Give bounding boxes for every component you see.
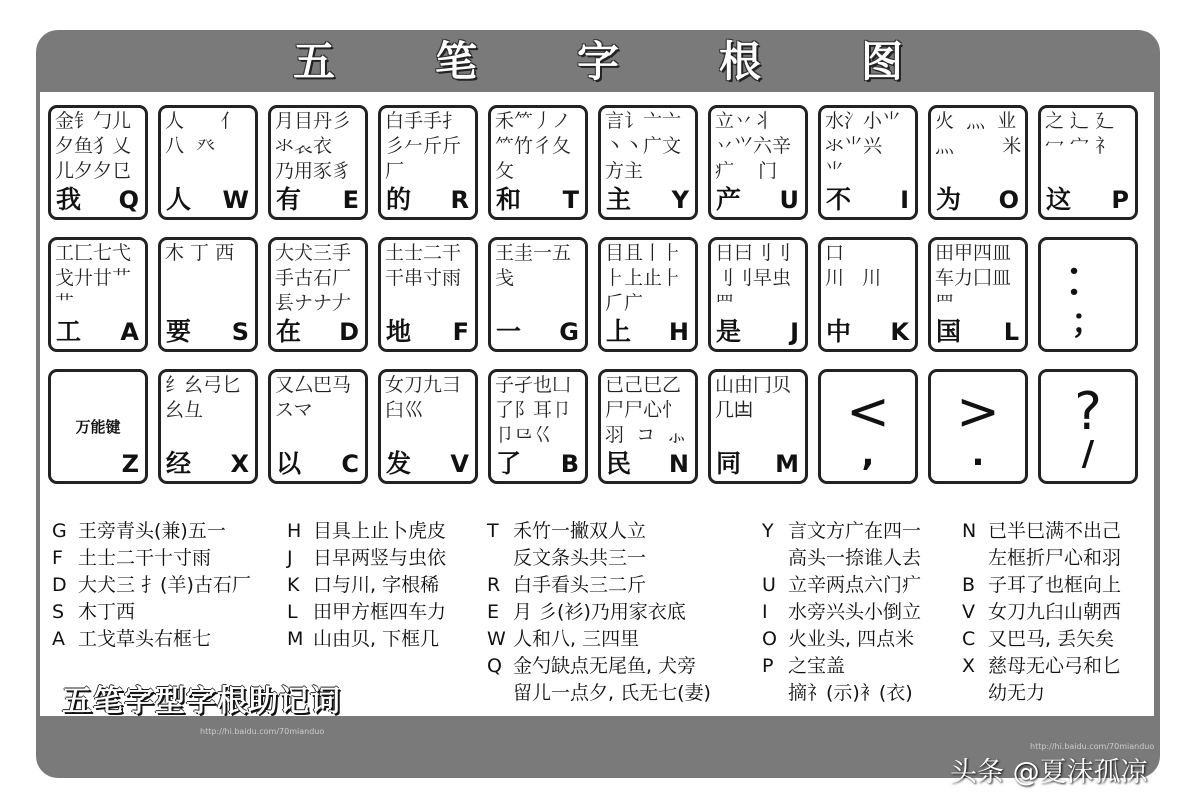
note-text: 人和八, 三四里 (513, 628, 640, 650)
key-letter: E (342, 186, 359, 214)
key-roots: 工匚七弋 戈廾廿艹 艹 (55, 242, 132, 314)
notes-column (962, 518, 1121, 707)
note-key: L (287, 601, 298, 623)
note-text: 子耳了也框向上 (988, 574, 1122, 596)
note-line (762, 653, 921, 680)
note-text: 禾竹一撇双人立 (513, 520, 647, 542)
note-key: D (52, 574, 67, 596)
key-root-name: 工 (56, 317, 82, 346)
key-e (268, 105, 368, 220)
note-text: 左框折尸心和羽 (988, 547, 1122, 569)
note-key: B (962, 574, 976, 596)
key-root-name: 一 (496, 317, 522, 346)
key-letter: M (775, 450, 799, 478)
note-key: V (962, 601, 975, 623)
key-root-name: 中 (826, 317, 852, 346)
key-punct-2-8 (928, 369, 1028, 484)
key-letter: U (779, 186, 799, 214)
note-key: Y (762, 520, 774, 542)
key-roots: 口 川 川 (825, 242, 882, 289)
key-z (48, 369, 148, 484)
key-roots: 金钅勹儿 夕鱼犭乂 儿夕夕㔾 (55, 110, 132, 182)
source-url-right: http://hi.baidu.com/70mianduo (1030, 742, 1155, 751)
key-r (378, 105, 478, 220)
key-s (158, 237, 258, 352)
key-g (488, 237, 588, 352)
key-root-name: 人 (166, 185, 192, 214)
key-letter: Z (121, 450, 139, 478)
key-c (268, 369, 368, 484)
note-key: A (52, 628, 65, 650)
note-text: 田甲方框四车力 (313, 601, 447, 623)
note-line (762, 626, 921, 653)
notes-column (287, 518, 446, 653)
key-letter: S (231, 318, 249, 346)
note-text: 水旁兴头小倒立 (788, 601, 922, 623)
note-line (962, 572, 1121, 599)
key-roots: 已己巳乙 尸尸心忄 羽 コ ⺗ (605, 374, 687, 446)
note-line (487, 680, 711, 707)
note-line (52, 626, 251, 653)
note-text: 工戈草头右框七 (78, 628, 212, 650)
note-text: 之宝盖 (788, 655, 846, 677)
note-line (962, 626, 1121, 653)
note-key: X (962, 655, 976, 677)
note-key: W (487, 628, 506, 650)
key-roots: 又厶巴马 スマ (275, 374, 352, 421)
keyboard-panel (40, 92, 1154, 716)
key-shift-symbol: < (846, 382, 890, 442)
key-a (48, 237, 148, 352)
note-text: 又巴马, 丢矢矣 (988, 628, 1115, 650)
key-letter: K (890, 318, 909, 346)
key-letter: O (998, 186, 1019, 214)
note-text: 金勺缺点无尾鱼, 犬旁 (513, 655, 697, 677)
note-text: 立辛两点六门疒 (788, 574, 922, 596)
note-line (287, 545, 446, 572)
key-letter: J (790, 318, 799, 346)
watermark: 头条 @夏沫孤凉 (950, 757, 1148, 788)
note-line (762, 518, 921, 545)
key-letter: C (341, 450, 359, 478)
key-b (488, 369, 588, 484)
note-text: 月 彡(衫)乃用家衣底 (513, 601, 686, 623)
note-key: R (487, 574, 501, 596)
note-line (962, 545, 1121, 572)
key-i (818, 105, 918, 220)
note-key: M (287, 628, 304, 650)
key-letter: G (559, 318, 579, 346)
key-w (158, 105, 258, 220)
note-text: 木丁西 (78, 601, 136, 623)
key-root-name: 是 (716, 317, 742, 346)
key-root-name: 经 (166, 449, 192, 478)
note-key: F (52, 547, 63, 569)
note-line (287, 572, 446, 599)
note-text: 反文条头共三一 (513, 547, 647, 569)
key-k (818, 237, 918, 352)
note-line (962, 653, 1121, 680)
key-shift-symbol: ： (1061, 250, 1114, 310)
key-root-name: 国 (936, 317, 962, 346)
chart-title: 五笔字根图 (292, 37, 1003, 86)
key-base-symbol: / (1081, 434, 1095, 474)
key-m (708, 369, 808, 484)
key-n (598, 369, 698, 484)
note-text: 留儿一点夕, 氏无七(妻) (513, 682, 711, 704)
key-v (378, 369, 478, 484)
key-roots: 禾⺮丿ノ ⺮竹彳夂 攵 (495, 110, 572, 182)
key-root-name: 有 (276, 185, 302, 214)
key-letter: X (230, 450, 249, 478)
key-roots: 木 丁 西 (165, 242, 235, 264)
note-line (287, 626, 446, 653)
key-letter: V (450, 450, 469, 478)
note-key: P (762, 655, 774, 677)
note-line (962, 599, 1121, 626)
note-key: S (52, 601, 65, 623)
key-l (928, 237, 1028, 352)
note-text: 已半巳满不出己 (988, 520, 1122, 542)
key-letter: D (339, 318, 359, 346)
key-letter: Q (118, 186, 139, 214)
key-root-name: 同 (716, 449, 742, 478)
key-u (708, 105, 808, 220)
note-line (287, 518, 446, 545)
key-q (48, 105, 148, 220)
key-root-name: 在 (276, 317, 302, 346)
key-roots: 日曰刂刂 刂刂早虫 罒 (715, 242, 792, 314)
note-key: T (487, 520, 499, 542)
key-roots: 目且丨⺊ ⺊上止⺊ 𠂆广 (605, 242, 682, 314)
key-root-name: 产 (716, 185, 742, 214)
key-base-symbol: ； (1071, 302, 1105, 342)
key-shift-symbol: ? (1074, 382, 1102, 442)
note-line (52, 572, 251, 599)
key-root-name: 以 (276, 449, 302, 478)
note-text: 日早两竖与虫依 (313, 547, 447, 569)
note-text: 幼无力 (988, 682, 1046, 704)
note-text: 大犬三 扌(羊)古石厂 (78, 574, 251, 596)
note-key: I (762, 601, 768, 623)
note-key: Q (487, 655, 502, 677)
key-root-name: 这 (1046, 185, 1072, 214)
key-letter: Y (671, 186, 689, 214)
key-base-symbol: . (971, 434, 985, 474)
key-roots: 土士二干 干串寸雨 (385, 242, 462, 289)
key-roots: 纟幺弓匕 幺彑 (165, 374, 242, 421)
key-universal-label: 万能键 (75, 418, 121, 436)
key-root-name: 发 (386, 449, 412, 478)
key-letter: P (1111, 186, 1129, 214)
key-roots: 女刀九彐 臼巛 (385, 374, 462, 421)
note-text: 高头一捺谁人去 (788, 547, 922, 569)
key-h (598, 237, 698, 352)
note-text: 慈母无心弓和匕 (988, 655, 1122, 677)
source-url-left: http://hi.baidu.com/70mianduo (200, 727, 325, 736)
note-key: K (287, 574, 300, 596)
key-punct-1-9 (1038, 237, 1138, 352)
note-key: H (287, 520, 302, 542)
key-p (1038, 105, 1138, 220)
key-roots: 火 灬 业 灬 米 (935, 110, 1022, 157)
key-shift-symbol: > (956, 382, 1000, 442)
key-letter: W (222, 186, 249, 214)
note-line (287, 599, 446, 626)
mnemonic-title: 五笔字型字根助记词 (62, 684, 341, 719)
note-line (487, 653, 711, 680)
note-text: 王旁青头(兼)五一 (78, 520, 226, 542)
key-roots: 山由冂贝 几𠙽 (715, 374, 792, 421)
key-roots: 水氵小⺌ 氺⺌兴 ⺌ (825, 110, 902, 182)
note-key: J (287, 547, 293, 569)
key-letter: T (562, 186, 579, 214)
note-line (52, 599, 251, 626)
key-roots: 之 辶 廴 冖 宀 礻 (1045, 110, 1115, 157)
note-text: 女刀九臼山朝西 (988, 601, 1122, 623)
key-roots: 王圭一五 戋 (495, 242, 572, 289)
key-y (598, 105, 698, 220)
note-key: O (762, 628, 777, 650)
note-line (52, 518, 251, 545)
key-root-name: 我 (56, 185, 82, 214)
key-letter: F (452, 318, 469, 346)
key-root-name: 为 (936, 185, 962, 214)
note-text: 口与川, 字根稀 (313, 574, 440, 596)
note-key: N (962, 520, 977, 542)
note-text: 摘礻(示)衤(衣) (788, 682, 913, 704)
key-letter: N (668, 450, 689, 478)
key-roots: 月目丹彡 氺𧘇衣 乃用豕豸 (275, 110, 352, 182)
key-roots: 子孑也凵 了阝耳卩 卩⺋巜 (495, 374, 572, 446)
note-text: 土士二干十寸雨 (78, 547, 212, 569)
note-key: E (487, 601, 500, 623)
key-roots: 立丷丬 丷⺍六辛 疒 门 (715, 110, 792, 182)
key-t (488, 105, 588, 220)
note-line (962, 518, 1121, 545)
key-root-name: 上 (606, 317, 632, 346)
key-o (928, 105, 1028, 220)
key-root-name: 了 (496, 449, 522, 478)
key-letter: B (560, 450, 579, 478)
notes-column (487, 518, 711, 707)
key-root-name: 要 (166, 317, 192, 346)
note-line (487, 599, 711, 626)
note-text: 山由贝, 下框几 (313, 628, 440, 650)
notes-column (52, 518, 251, 653)
note-key: G (52, 520, 67, 542)
key-d (268, 237, 368, 352)
note-line (762, 545, 921, 572)
note-line (487, 518, 711, 545)
note-text: 目具上止卜虎皮 (313, 520, 447, 542)
key-root-name: 不 (826, 185, 852, 214)
key-letter: A (120, 318, 139, 346)
notes-column (762, 518, 921, 707)
note-line (762, 572, 921, 599)
note-line (487, 572, 711, 599)
note-line (487, 626, 711, 653)
key-roots: 田甲四皿 车力囗皿 罒 (935, 242, 1012, 314)
key-roots: 大犬三手 手古石厂 镸ナナ𠂇 (275, 242, 352, 314)
key-root-name: 地 (386, 317, 412, 346)
key-letter: H (668, 318, 689, 346)
key-base-symbol: , (861, 434, 875, 474)
key-letter: R (450, 186, 469, 214)
key-letter: I (900, 186, 909, 214)
key-letter: L (1003, 318, 1019, 346)
key-roots: 白手手扌 彡𠂉斤斤 厂 (385, 110, 462, 182)
note-line (52, 545, 251, 572)
key-punct-2-7 (818, 369, 918, 484)
key-root-name: 主 (606, 185, 632, 214)
key-roots: 人 亻 八 癶 (165, 110, 240, 157)
note-line (762, 599, 921, 626)
note-text: 白手看头三二斤 (513, 574, 647, 596)
note-line (762, 680, 921, 707)
note-line (962, 680, 1121, 707)
key-f (378, 237, 478, 352)
key-j (708, 237, 808, 352)
key-root-name: 民 (606, 449, 632, 478)
note-key: C (962, 628, 976, 650)
key-root-name: 和 (496, 185, 522, 214)
note-line (487, 545, 711, 572)
key-punct-2-9 (1038, 369, 1138, 484)
note-text: 言文方广在四一 (788, 520, 922, 542)
note-key: U (762, 574, 776, 596)
key-x (158, 369, 258, 484)
note-text: 火业头, 四点米 (788, 628, 915, 650)
key-root-name: 的 (386, 185, 412, 214)
key-roots: 言讠亠亠 丶丶广文 方主 (605, 110, 682, 182)
